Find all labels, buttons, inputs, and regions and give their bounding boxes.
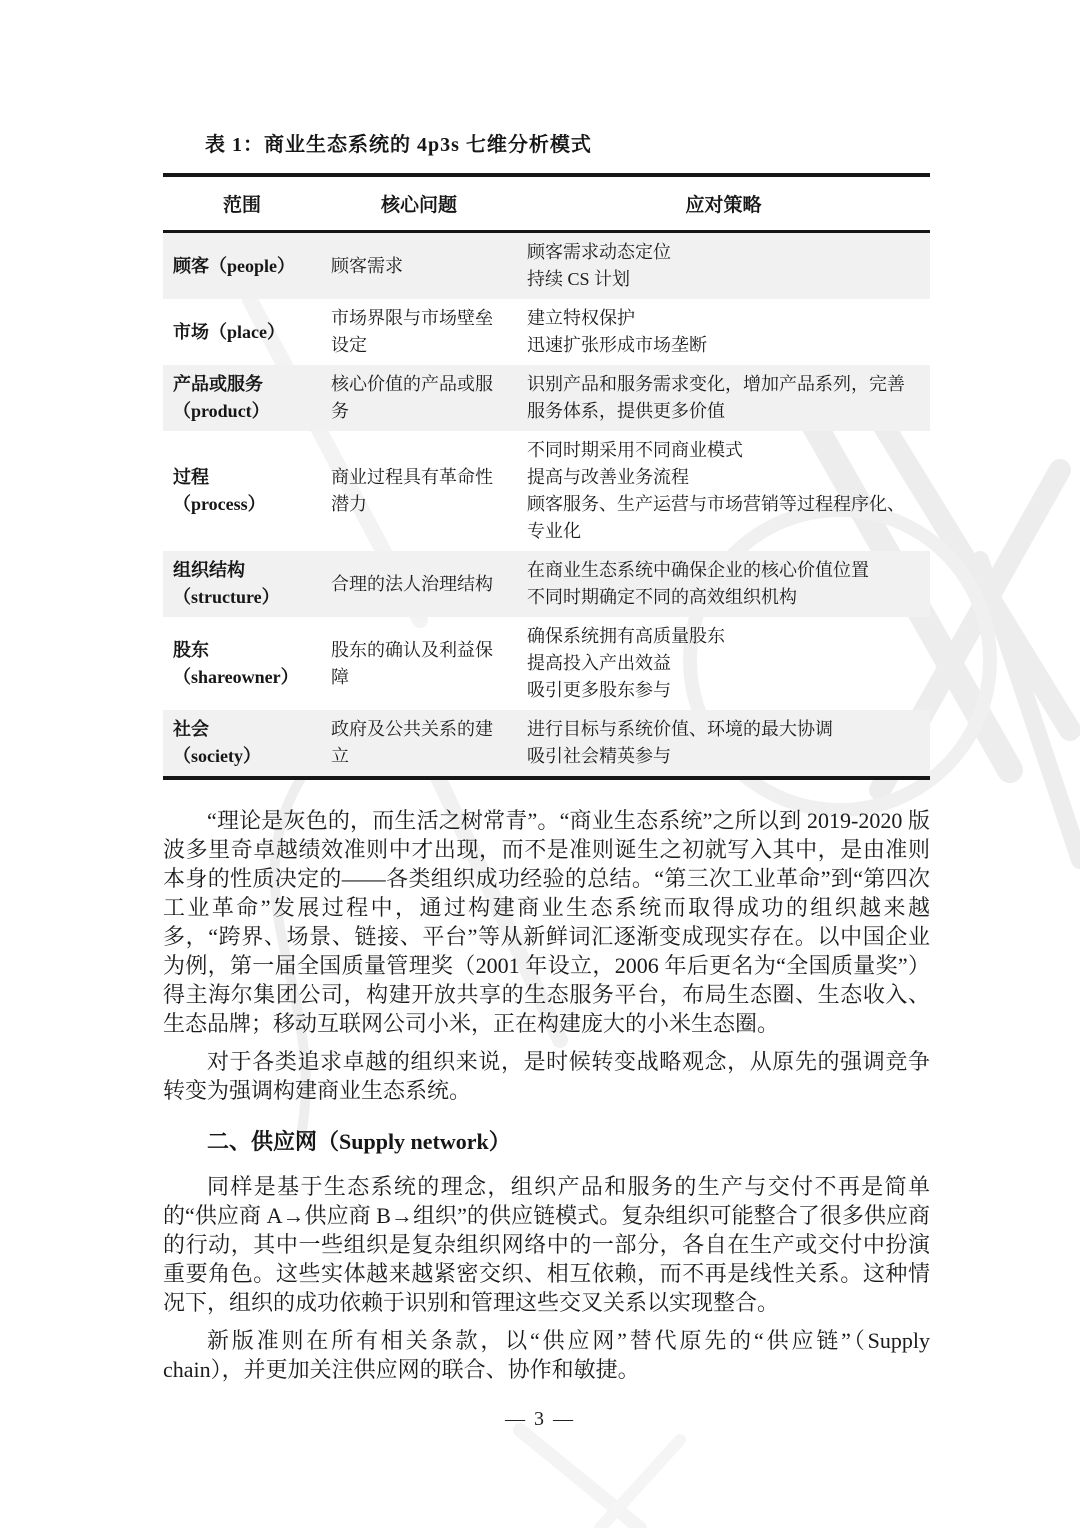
scope-line: 市场（place） xyxy=(173,321,285,342)
column-header-strategy: 应对策略 xyxy=(685,195,762,216)
issue-cell: 股东的确认及利益保障 xyxy=(331,639,493,687)
scope-cell xyxy=(163,232,321,300)
paragraph-strategy-shift: 对于各类追求卓越的组织来说，是时候转变战略观念，从原先的强调竞争转变为强调构建商业生态系统。 xyxy=(163,1049,930,1103)
strategy-cell xyxy=(517,551,930,617)
scope-line: （society） xyxy=(173,746,261,766)
scope-line: （shareowner） xyxy=(173,666,299,687)
paragraph-supply-network: 同样是基于生态系统的理念，组织产品和服务的生产与交付不再是简单的“供应商 A→供应商 B→组织”的供应链模式。复杂组织可能整合了很多供应商的行动，其中一些组织是复杂组织网络中的一部分，各自在生产或交付中扮演重要角色。这些实体越来越紧密交织、相互依赖，而不再是线性关系。这种情况下，组织的成功依赖于识别和管理这些交叉关系以实现整合。 xyxy=(163,1174,930,1315)
strategy-cell xyxy=(517,365,930,431)
strategy-cell xyxy=(517,617,930,710)
scope-line: 股东 xyxy=(173,639,209,660)
strategy-line: 持续 CS 计划 xyxy=(527,269,631,289)
scope-line: （product） xyxy=(173,401,270,421)
paragraph-new-criteria: 新版准则在所有相关条款，以“供应网”替代原先的“供应链”（Supply chain），并更加关注供应网的联合、协作和敏捷。 xyxy=(163,1328,930,1382)
strategy-line: 识别产品和服务需求变化，增加产品系列，完善服务体系，提供更多价值 xyxy=(527,374,905,421)
issue-cell: 商业过程具有革命性潜力 xyxy=(331,467,493,514)
issue-cell: 合理的法人治理结构 xyxy=(331,573,493,594)
strategy-line: 确保系统拥有高质量股东 xyxy=(527,626,725,646)
scope-line: 过程 xyxy=(173,467,209,487)
table-title: 表 1：商业生态系统的 4p3s 七维分析模式 xyxy=(205,134,592,156)
strategy-line: 在商业生态系统中确保企业的核心价值位置 xyxy=(527,560,869,580)
analysis-table xyxy=(163,173,930,780)
scope-line: （process） xyxy=(173,494,266,514)
strategy-cell xyxy=(517,710,930,778)
scope-cell xyxy=(163,431,321,551)
table-row xyxy=(163,299,930,365)
scope-cell xyxy=(163,365,321,431)
scope-line: 顾客（people） xyxy=(173,255,296,276)
section-heading-supply-network: 二、供应网（Supply network） xyxy=(207,1129,511,1154)
page-content xyxy=(163,128,930,1393)
strategy-line: 不同时期采用不同商业模式 xyxy=(527,440,743,460)
strategy-line: 进行目标与系统价值、环境的最大协调 xyxy=(527,719,833,739)
scope-cell xyxy=(163,299,321,365)
table-row xyxy=(163,431,930,551)
column-header-issue: 核心问题 xyxy=(380,195,457,216)
column-header-scope: 范围 xyxy=(222,195,261,216)
strategy-line: 不同时期确定不同的高效组织机构 xyxy=(527,587,797,607)
strategy-line: 提高投入产出效益 xyxy=(527,653,671,673)
table-header-row xyxy=(163,175,930,232)
table-row xyxy=(163,617,930,710)
strategy-cell xyxy=(517,299,930,365)
issue-cell: 市场界限与市场壁垒设定 xyxy=(331,308,493,355)
table-row xyxy=(163,710,930,778)
scope-line: 社会 xyxy=(173,719,209,739)
table-row xyxy=(163,232,930,300)
scope-line: 产品或服务 xyxy=(173,374,263,394)
scope-cell xyxy=(163,710,321,778)
strategy-cell xyxy=(517,232,930,300)
strategy-line: 吸引更多股东参与 xyxy=(527,680,671,700)
scope-line: 组织结构 xyxy=(173,560,245,580)
strategy-line: 顾客需求动态定位 xyxy=(527,242,671,262)
page-number: — 3 — xyxy=(505,1408,575,1430)
issue-cell: 核心价值的产品或服务 xyxy=(331,374,493,421)
strategy-line: 建立特权保护 xyxy=(527,308,635,328)
issue-cell: 政府及公共关系的建立 xyxy=(331,719,493,766)
strategy-cell xyxy=(517,431,930,551)
scope-cell xyxy=(163,551,321,617)
scope-cell xyxy=(163,617,321,710)
paragraph-theory-quote: “理论是灰色的，而生活之树常青”。“商业生态系统”之所以到 2019-2020 版波多里奇卓越绩效准则中才出现，而不是准则诞生之初就写入其中，是由准则本身的性质决定的——各类组织成功经验的总结。“第三次工业革命”到“第四次工业革命”发展过程中，通过构建商业生态系统而取得成功的组织越来越多，“跨界、场景、链接、平台”等从新鲜词汇逐渐变成现实存在。以中国企业为例，第一届全国质量管理奖（2001 年设立，2006 年后更名为“全国质量奖”）得主海尔集团公司，构建开放共享的生态服务平台，布局生态圈、生态收入、生态品牌；移动互联网公司小米，正在构建庞大的小米生态圈。 xyxy=(163,808,930,1036)
strategy-line: 顾客服务、生产运营与市场营销等过程程序化、专业化 xyxy=(527,494,905,541)
strategy-line: 吸引社会精英参与 xyxy=(527,746,671,766)
strategy-line: 提高与改善业务流程 xyxy=(527,467,689,487)
table-row xyxy=(163,551,930,617)
issue-cell: 顾客需求 xyxy=(331,255,403,276)
table-row xyxy=(163,365,930,431)
scope-line: （structure） xyxy=(173,587,280,607)
strategy-line: 迅速扩张形成市场垄断 xyxy=(527,335,707,355)
